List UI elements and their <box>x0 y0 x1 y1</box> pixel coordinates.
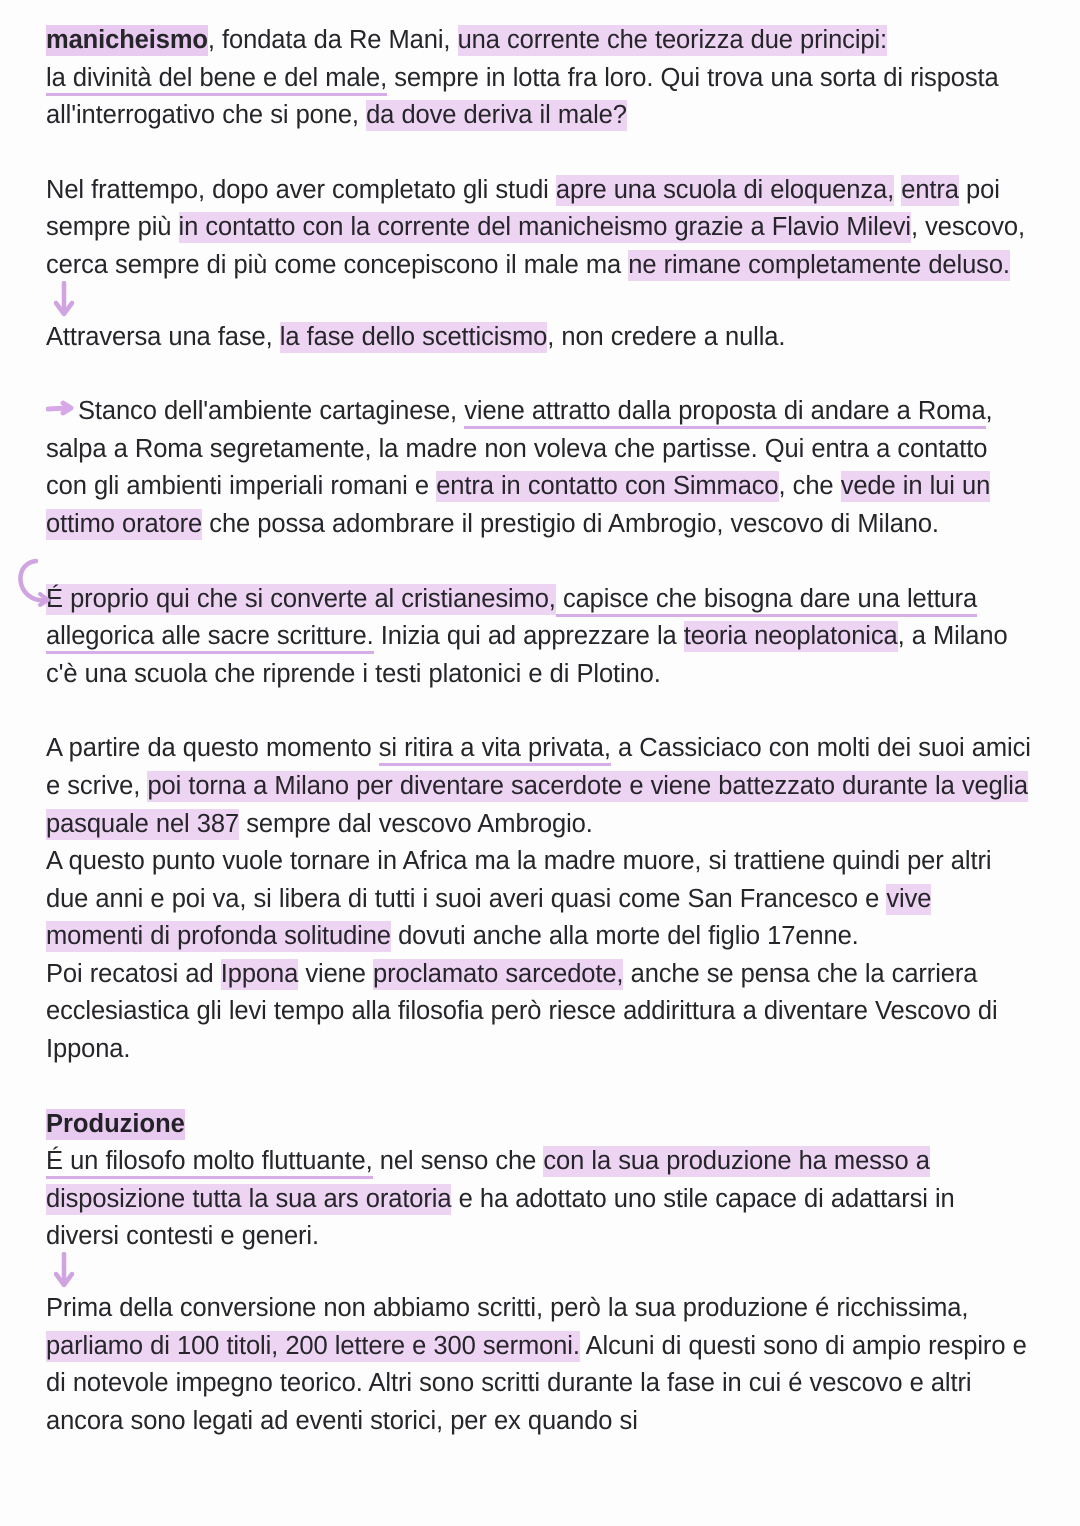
text-run: poi sempre più <box>46 175 1000 242</box>
arrow-down-icon <box>50 1252 80 1292</box>
highlight-da-dove-deriva-il-male: da dove deriva il male? <box>366 101 627 130</box>
paragraph-ritorno-africa <box>46 843 1032 956</box>
text-run: Inizia qui ad apprezzare la <box>373 622 684 651</box>
paragraph-spacer <box>46 1069 1032 1106</box>
paragraph-filosofo-fluttuante <box>46 1143 1032 1256</box>
paragraph-vita-privata <box>46 730 1032 843</box>
text-run: Alcuni di questi sono di ampio respiro e di notevole impegno teorico. Altri sono scritti durante la fase in cui é vescovo e altri ancora sono legati ad eventi storici, per ex quando si <box>46 1331 1027 1435</box>
highlight-contatto-manicheismo: in contatto con la corrente del manicheismo grazie a Flavio Milevi <box>178 213 911 242</box>
paragraph-spacer <box>46 693 1032 730</box>
highlight-ars-oratoria: con la sua produzione ha messo a disposizione tutta la sua ars oratoria <box>46 1147 930 1213</box>
paragraph-spacer <box>46 544 1032 581</box>
text-run: viene <box>298 959 374 988</box>
highlight-ippona: Ippona <box>220 959 299 988</box>
underline-vita-privata: si ritira a vita privata, <box>379 734 611 766</box>
text-run: Prima della conversione non abbiamo scritti, però la sua produzione é ricchissima, <box>46 1294 969 1323</box>
text-run: dovuti anche alla morte del figlio 17enne. <box>390 922 859 951</box>
text-run: , a Milano c'è una scuola che riprende i testi platonici e di Plotino. <box>46 622 1008 688</box>
text-run: Attraversa una fase, <box>46 322 280 351</box>
highlight-ottimo-oratore: vede in lui un ottimo oratore <box>46 472 991 538</box>
text-run: Poi recatosi ad <box>46 959 221 988</box>
highlight-battesimo-387: poi torna a Milano per diventare sacerdote e viene battezzato durante la veglia pasquale nel 387 <box>46 771 1028 838</box>
text-run: sempre in lotta fra loro. Qui trova una sorta di risposta all'interrogativo che si pone, <box>46 63 999 130</box>
highlight-scuola-eloquenza: apre una scuola di eloquenza, <box>555 175 895 204</box>
text-run: Nel frattempo, dopo aver completato gli studi <box>46 175 556 204</box>
highlight-profonda-solitudine: vive momenti di profonda solitudine <box>46 884 932 951</box>
text-run: A partire da questo momento <box>46 734 379 763</box>
text-run: sempre dal vescovo Ambrogio. <box>239 809 593 838</box>
curved-arrow-icon <box>10 553 54 609</box>
text-run: , che <box>778 472 841 501</box>
text-run: che possa adombrare il prestigio di Ambrogio, vescovo di Milano. <box>202 509 939 538</box>
underline-lettura-allegorica: capisce che bisogna dare una lettura allegorica alle sacre scritture. <box>46 585 977 655</box>
paragraph-stanco-cartaginese <box>46 393 1032 543</box>
text-run: , fondata da Re Mani, <box>207 26 458 54</box>
term-manicheismo: manicheismo <box>46 26 208 54</box>
underline-attratto-roma: viene attratto dalla proposta di andare a Roma <box>464 397 985 429</box>
arrow-down-icon <box>50 281 80 321</box>
arrow-down-row-1 <box>46 285 1032 319</box>
highlight-fase-scetticismo: la fase dello scetticismo <box>279 322 548 351</box>
text-run: anche se pensa che la carriera ecclesiastica gli levi tempo alla filosofia però riesce addirittura a diventare Vescovo di Ippona. <box>46 959 998 1064</box>
paragraph-scetticismo <box>46 319 1032 357</box>
highlight-due-principi: una corrente che teorizza due principi: <box>457 26 888 54</box>
text-run: a Cassiciaco con molti dei suoi amici e scrive, <box>46 734 1031 800</box>
highlight-proclamato-sacerdote: proclamato sarcedote, <box>373 959 624 988</box>
highlight-simmaco: entra in contatto con Simmaco <box>436 472 779 501</box>
paragraph-nel-frattempo <box>46 172 1032 285</box>
paragraph-ippona <box>46 956 1032 1069</box>
underline-divinita: la divinità del bene e del male, <box>46 64 387 96</box>
section-heading-produzione <box>46 1106 1032 1144</box>
text-run: A questo punto vuole tornare in Africa ma la madre muore, si trattiene quindi per altri due anni e poi va, si libera di tutti i suoi averi quasi come San Francesco e <box>46 847 992 913</box>
text-run: Stanco dell'ambiente cartaginese, <box>78 397 465 426</box>
arrow-right-icon <box>46 400 76 416</box>
heading-text: Produzione <box>46 1109 185 1138</box>
paragraph-spacer <box>46 135 1032 172</box>
paragraph-produzione-numeri <box>46 1290 1032 1440</box>
paragraph-conversione-wrapper <box>46 581 1032 694</box>
text-run: nel senso che <box>372 1147 544 1176</box>
text-run: , non credere a nulla. <box>547 322 786 351</box>
highlight-entra: entra <box>901 175 959 204</box>
paragraph-manicheismo <box>46 22 1032 135</box>
paragraph-conversione <box>46 581 1032 694</box>
highlight-ne-rimane-deluso: ne rimane completamente deluso. <box>628 250 1010 279</box>
text-run: , vescovo, cerca sempre di più come concepiscono il male ma <box>46 213 1025 279</box>
underline-filosofo-fluttuante: É un filosofo molto fluttuante, <box>46 1147 373 1179</box>
arrow-down-row-2 <box>46 1256 1032 1290</box>
highlight-converte-cristianesimo: É proprio qui che si converte al cristianesimo, <box>46 584 556 613</box>
text-run: , salpa a Roma segretamente, la madre non voleva che partisse. Qui entra a contatto con gli ambienti imperiali romani e <box>46 397 993 501</box>
paragraph-spacer <box>46 356 1032 393</box>
text-run: e ha adottato uno stile capace di adattarsi in diversi contesti e generi. <box>46 1184 955 1251</box>
highlight-titoli-lettere-sermoni: parliamo di 100 titoli, 200 lettere e 300 sermoni. <box>46 1331 580 1360</box>
highlight-teoria-neoplatonica: teoria neoplatonica <box>683 622 898 651</box>
